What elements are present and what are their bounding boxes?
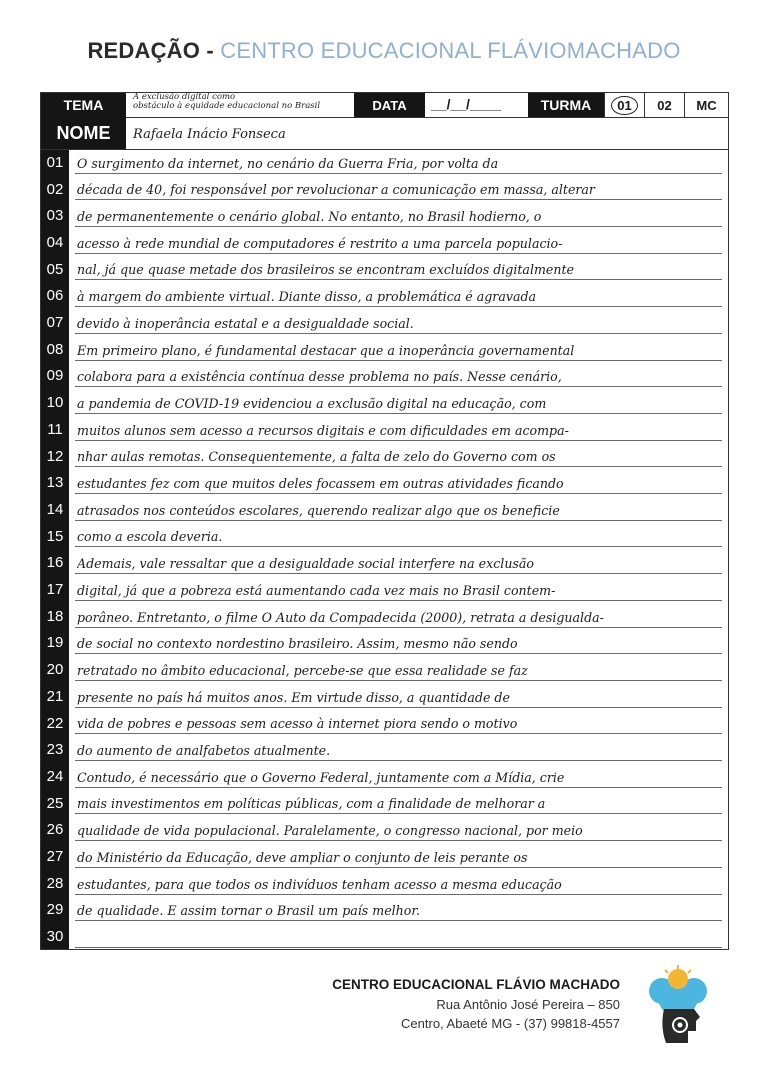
handwritten-text: estudantes, para que todos os indivíduos tenham acesso a mesma educação bbox=[77, 876, 562, 892]
turma-option-02[interactable]: 02 bbox=[644, 93, 684, 117]
ruled-line bbox=[75, 440, 722, 441]
handwritten-text: do aumento de analfabetos atualmente. bbox=[77, 743, 331, 759]
handwritten-text: muitos alunos sem acesso a recursos digitais e com dificuldades em acompa- bbox=[77, 422, 569, 438]
handwritten-text: a pandemia de COVID-19 evidenciou a exclusão digital na educação, com bbox=[77, 395, 547, 411]
line-number: 06 bbox=[46, 287, 64, 305]
ruled-line bbox=[75, 867, 722, 868]
essay-line bbox=[41, 416, 728, 443]
essay-line bbox=[41, 843, 728, 870]
essay-line bbox=[41, 443, 728, 470]
ruled-line bbox=[75, 520, 722, 521]
essay-line bbox=[41, 363, 728, 390]
turma-label: TURMA bbox=[528, 93, 604, 117]
ruled-line bbox=[75, 226, 722, 227]
ruled-line bbox=[75, 947, 722, 948]
handwritten-text: porâneo. Entretanto, o filme O Auto da Compadecida (2000), retrata a desigualda- bbox=[77, 609, 604, 625]
line-number: 08 bbox=[46, 340, 64, 358]
line-number: 03 bbox=[46, 207, 64, 225]
line-number: 24 bbox=[46, 767, 64, 785]
essay-line bbox=[41, 683, 728, 710]
essay-line bbox=[41, 710, 728, 737]
turma-option-01-selected[interactable] bbox=[604, 93, 644, 117]
ruled-line bbox=[75, 707, 722, 708]
tema-value-line2: obstáculo à equidade educacional no Brasil bbox=[133, 101, 321, 111]
handwritten-text: colabora para a existência contínua desse problema no país. Nesse cenário, bbox=[77, 369, 562, 385]
line-number: 12 bbox=[46, 447, 64, 465]
line-number: 05 bbox=[46, 260, 64, 278]
handwritten-text: presente no país há muitos anos. Em virtude disso, a quantidade de bbox=[77, 689, 510, 705]
handwritten-text: vida de pobres e pessoas sem acesso à internet piora sendo o motivo bbox=[77, 716, 518, 732]
ruled-line bbox=[75, 840, 722, 841]
essay-line bbox=[41, 790, 728, 817]
handwritten-text: mais investimentos em políticas públicas, com a finalidade de melhorar a bbox=[77, 796, 546, 812]
essay-line bbox=[41, 603, 728, 630]
line-number: 22 bbox=[46, 714, 64, 732]
turma-option-label: 01 bbox=[611, 96, 637, 115]
ruled-line bbox=[75, 573, 722, 574]
data-label: DATA bbox=[354, 93, 425, 117]
ruled-line bbox=[75, 653, 722, 654]
handwritten-text: de qualidade. E assim tornar o Brasil um país melhor. bbox=[77, 903, 421, 919]
ruled-line bbox=[75, 199, 722, 200]
ruled-line bbox=[75, 253, 722, 254]
essay-line bbox=[41, 897, 728, 924]
essay-line bbox=[41, 309, 728, 336]
footer-address: Rua Antônio José Pereira – 850 bbox=[436, 997, 620, 1012]
essay-line bbox=[41, 229, 728, 256]
handwritten-text: de permanentemente o cenário global. No entanto, no Brasil hodierno, o bbox=[77, 209, 542, 225]
handwritten-text: Ademais, vale ressaltar que a desigualdade social interfere na exclusão bbox=[77, 556, 534, 572]
footer bbox=[0, 977, 620, 1031]
ruled-line bbox=[75, 733, 722, 734]
ruled-line bbox=[75, 600, 722, 601]
ruled-line bbox=[75, 680, 722, 681]
essay-line bbox=[41, 283, 728, 310]
line-number: 07 bbox=[46, 314, 64, 332]
essay-line bbox=[41, 630, 728, 657]
handwritten-text: qualidade de vida populacional. Paralelamente, o congresso nacional, por meio bbox=[77, 823, 583, 839]
essay-line bbox=[41, 256, 728, 283]
essay-line bbox=[41, 550, 728, 577]
line-number: 30 bbox=[46, 928, 64, 946]
ruled-line bbox=[75, 546, 722, 547]
ruled-line bbox=[75, 333, 722, 334]
data-field[interactable]: __/__/____ bbox=[431, 96, 502, 112]
essay-line bbox=[41, 736, 728, 763]
school-logo-icon bbox=[638, 965, 714, 1049]
tema-label: TEMA bbox=[41, 93, 126, 117]
ruled-line bbox=[75, 466, 722, 467]
handwritten-text: estudantes fez com que muitos deles focassem em outras atividades ficando bbox=[77, 476, 564, 492]
essay-line bbox=[41, 656, 728, 683]
line-number: 26 bbox=[46, 821, 64, 839]
handwritten-text: à margem do ambiente virtual. Diante disso, a problemática é agravada bbox=[77, 289, 537, 305]
tema-value-line1: A exclusão digital como bbox=[133, 92, 236, 102]
ruled-line bbox=[75, 760, 722, 761]
handwritten-text: digital, já que a pobreza está aumentando cada vez mais no Brasil contem- bbox=[77, 582, 556, 598]
essay-line bbox=[41, 923, 728, 950]
nome-label: NOME bbox=[41, 117, 126, 149]
line-number: 13 bbox=[46, 474, 64, 492]
ruled-line bbox=[75, 920, 722, 921]
line-number: 29 bbox=[46, 901, 64, 919]
line-number: 01 bbox=[46, 153, 64, 171]
line-number: 02 bbox=[46, 180, 64, 198]
essay-line bbox=[41, 336, 728, 363]
ruled-line bbox=[75, 386, 722, 387]
ruled-line bbox=[75, 493, 722, 494]
line-number: 04 bbox=[46, 233, 64, 251]
page-title bbox=[0, 38, 768, 64]
handwritten-text: nhar aulas remotas. Consequentemente, a falta de zelo do Governo com os bbox=[77, 449, 556, 465]
ruled-line bbox=[75, 360, 722, 361]
essay-line bbox=[41, 576, 728, 603]
essay-line bbox=[41, 389, 728, 416]
handwritten-text: como a escola deveria. bbox=[77, 529, 223, 545]
line-number: 27 bbox=[46, 848, 64, 866]
ruled-line bbox=[75, 627, 722, 628]
line-number: 10 bbox=[46, 394, 64, 412]
line-number: 23 bbox=[46, 741, 64, 759]
essay-line bbox=[41, 523, 728, 550]
handwritten-text: década de 40, foi responsável por revolucionar a comunicação em massa, alterar bbox=[77, 182, 595, 198]
ruled-line bbox=[75, 413, 722, 414]
line-number: 16 bbox=[46, 554, 64, 572]
handwritten-text: acesso à rede mundial de computadores é restrito a uma parcela populacio- bbox=[77, 235, 563, 251]
handwritten-text: atrasados nos conteúdos escolares, querendo realizar algo que os beneficie bbox=[77, 502, 560, 518]
ruled-line bbox=[75, 813, 722, 814]
essay-line bbox=[41, 817, 728, 844]
ruled-line bbox=[75, 894, 722, 895]
footer-school-name: CENTRO EDUCACIONAL FLÁVIO MACHADO bbox=[332, 977, 620, 992]
nome-value: Rafaela Inácio Fonseca bbox=[133, 127, 286, 142]
handwritten-text: retratado no âmbito educacional, percebe-se que essa realidade se faz bbox=[77, 662, 528, 678]
line-number: 28 bbox=[46, 874, 64, 892]
line-number: 25 bbox=[46, 794, 64, 812]
line-number: 11 bbox=[47, 420, 63, 438]
ruled-line bbox=[75, 306, 722, 307]
line-number: 20 bbox=[46, 661, 64, 679]
line-number: 14 bbox=[46, 500, 64, 518]
essay-line bbox=[41, 763, 728, 790]
handwritten-text: do Ministério da Educação, deve ampliar o conjunto de leis perante os bbox=[77, 849, 528, 865]
handwritten-text: nal, já que quase metade dos brasileiros se encontram excluídos digitalmente bbox=[77, 262, 574, 278]
handwritten-text: de social no contexto nordestino brasileiro. Assim, mesmo não sendo bbox=[77, 636, 518, 652]
ruled-line bbox=[75, 279, 722, 280]
ruled-line bbox=[75, 787, 722, 788]
line-number: 17 bbox=[46, 581, 64, 599]
essay-line bbox=[41, 149, 728, 176]
essay-line bbox=[41, 496, 728, 523]
turma-option-mc[interactable]: MC bbox=[684, 93, 728, 117]
essay-sheet bbox=[40, 92, 729, 950]
handwritten-text: Contudo, é necessário que o Governo Federal, juntamente com a Mídia, crie bbox=[77, 769, 565, 785]
line-number: 19 bbox=[46, 634, 64, 652]
line-number: 15 bbox=[46, 527, 64, 545]
essay-line bbox=[41, 870, 728, 897]
line-number: 21 bbox=[46, 687, 64, 705]
title-main: REDAÇÃO - bbox=[87, 38, 214, 63]
handwritten-text: Em primeiro plano, é fundamental destacar que a inoperância governamental bbox=[77, 342, 575, 358]
essay-line bbox=[41, 469, 728, 496]
handwritten-text: O surgimento da internet, no cenário da Guerra Fria, por volta da bbox=[77, 155, 499, 171]
ruled-line bbox=[75, 173, 722, 174]
handwritten-text: devido à inoperância estatal e a desigualdade social. bbox=[77, 315, 414, 331]
footer-city-phone: Centro, Abaeté MG - (37) 99818-4557 bbox=[401, 1016, 620, 1031]
essay-line bbox=[41, 202, 728, 229]
line-number: 09 bbox=[46, 367, 64, 385]
essay-line bbox=[41, 176, 728, 203]
title-school: CENTRO EDUCACIONAL FLÁVIOMACHADO bbox=[213, 38, 681, 63]
line-number: 18 bbox=[46, 607, 64, 625]
